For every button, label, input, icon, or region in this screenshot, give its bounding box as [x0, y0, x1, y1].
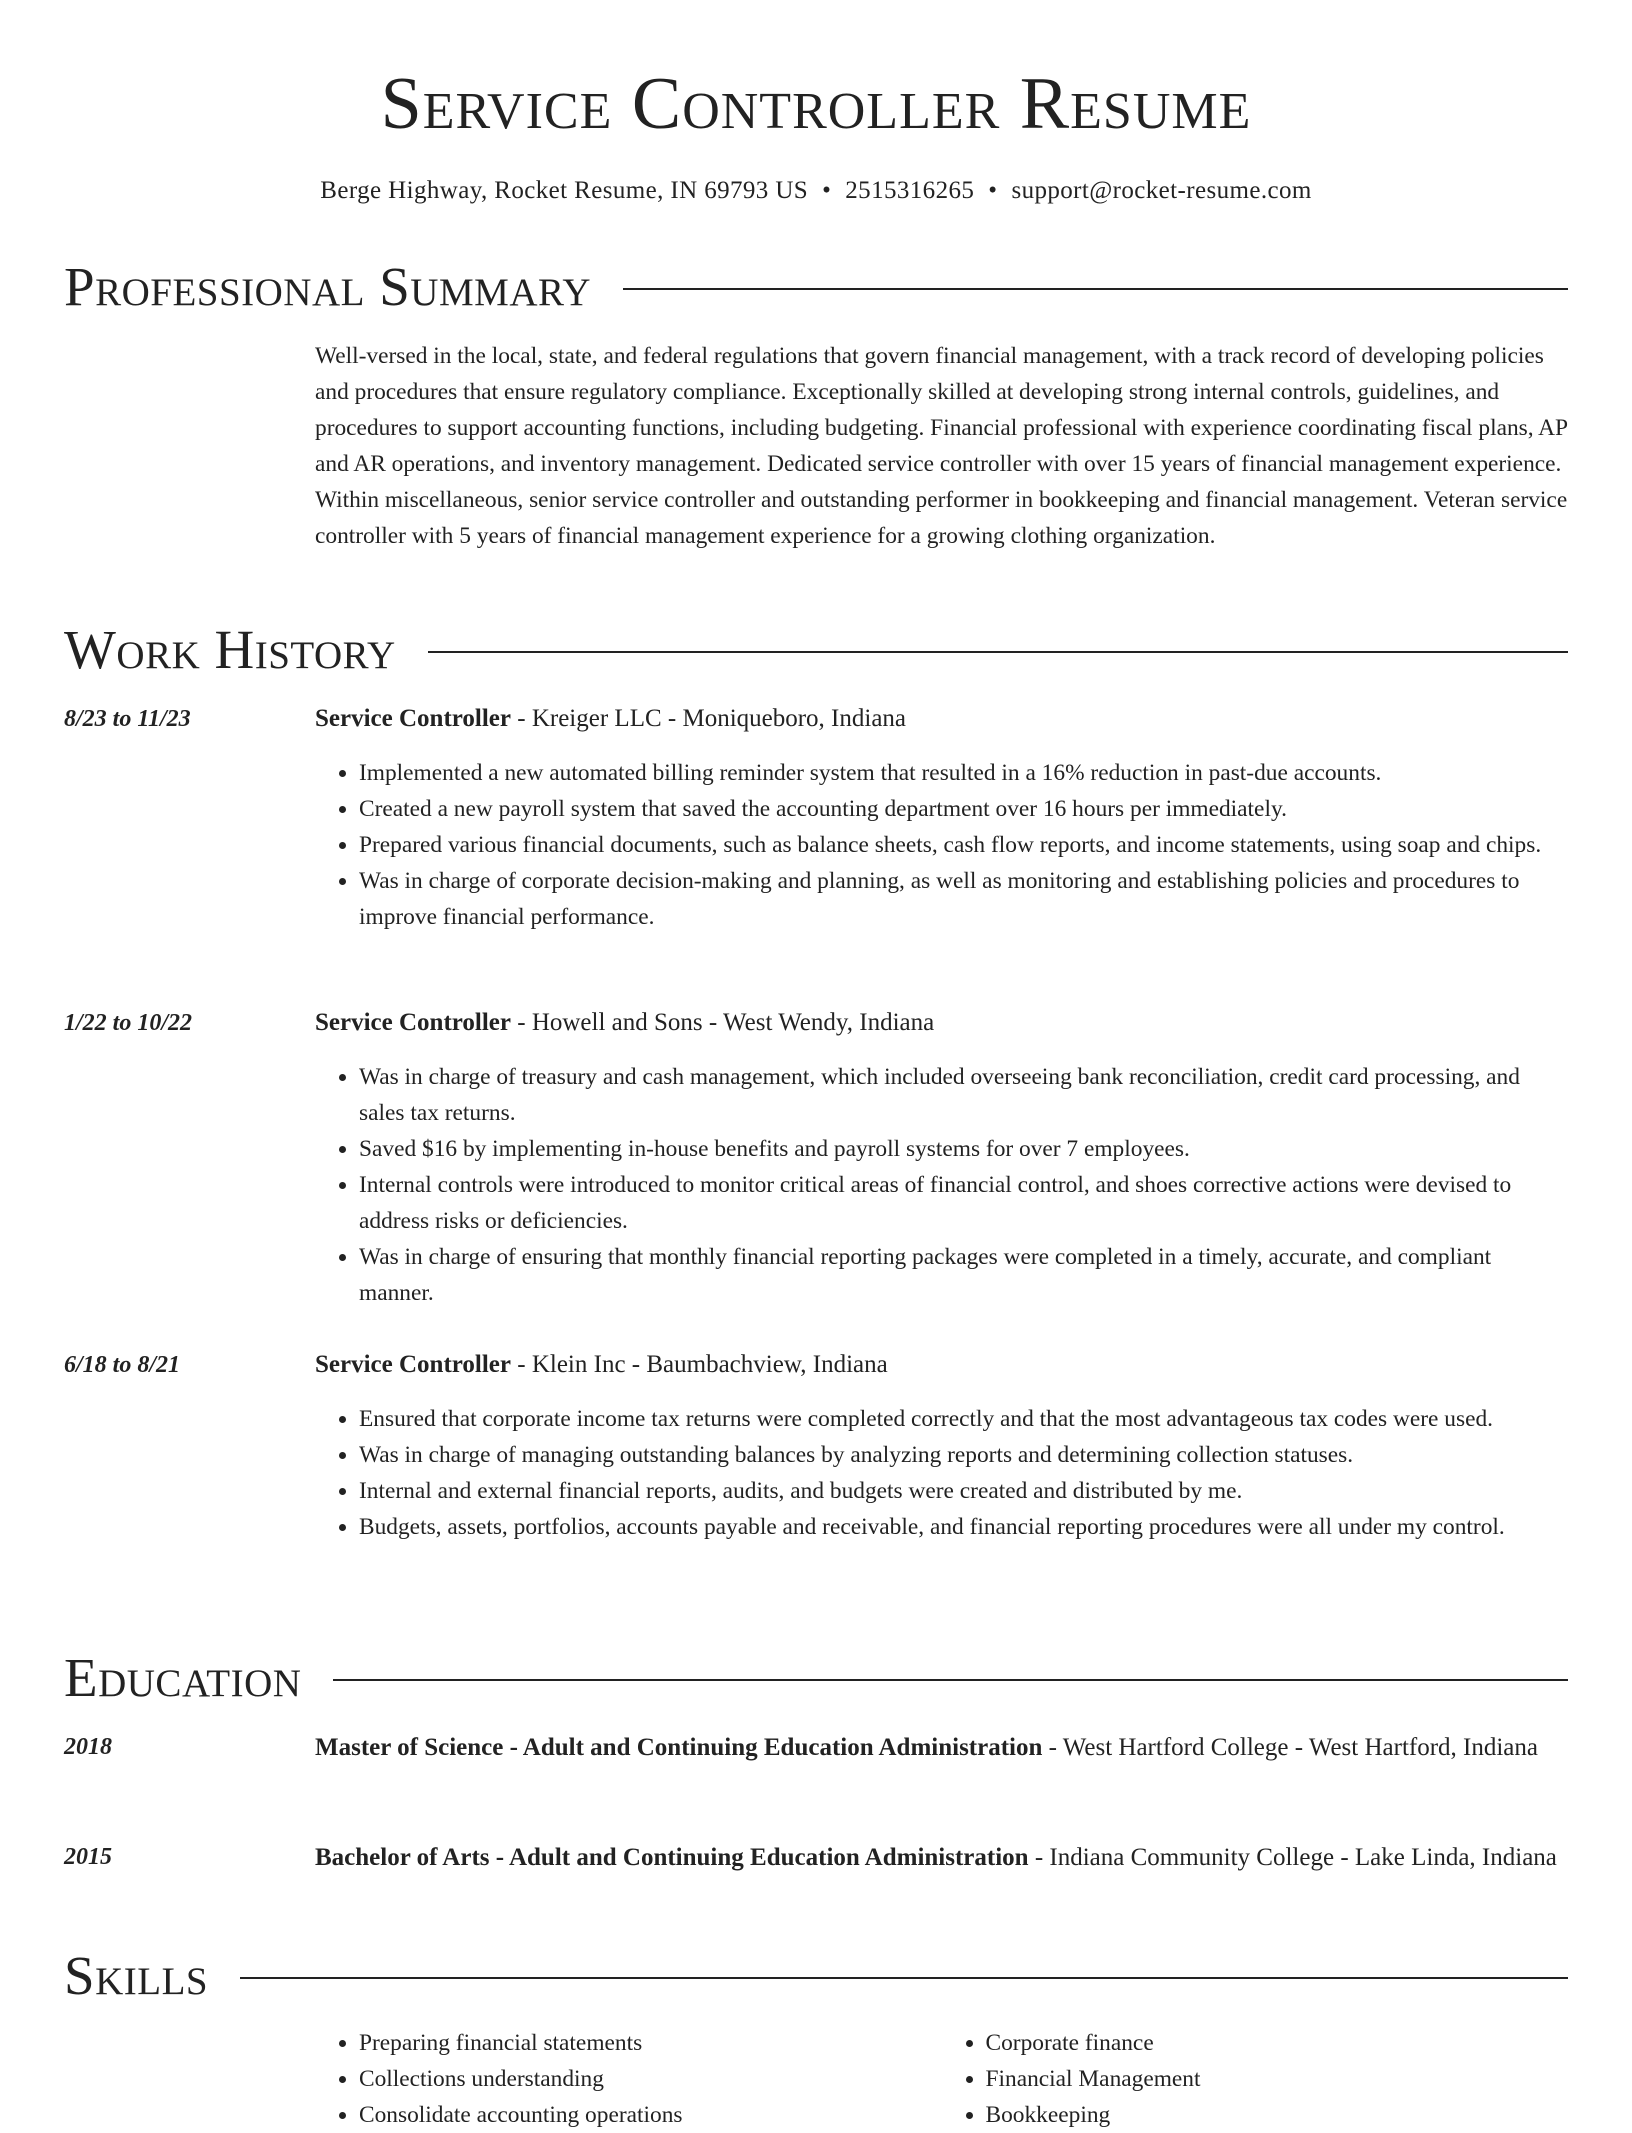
skills-column-left [315, 2025, 942, 2133]
contact-address: Berge Highway, Rocket Resume, IN 69793 US [320, 177, 809, 204]
education-year: 2015 [64, 1844, 112, 1870]
resume-page [64, 0, 1568, 2128]
list-item: • Internal controls were introduced to monitor critical areas of financial control, and shoes corrective actions were devised to address risks or deficiencies. [359, 1167, 1568, 1239]
section-title: Work History [64, 619, 396, 680]
list-item: • Created a new payroll system that saved the accounting department over 16 hours per immediately. [359, 791, 1568, 827]
list-item: • Ensured that corporate income tax returns were completed correctly and that the most advantageous tax codes were used. [359, 1401, 1568, 1437]
list-item: • Implemented a new automated billing reminder system that resulted in a 16% reduction in past-due accounts. [359, 755, 1568, 791]
education-entry [315, 1839, 1568, 1877]
job-entry [315, 1005, 1568, 1311]
summary-text: Well-versed in the local, state, and federal regulations that govern financial management, with a track record of developing policies and procedures that ensure regulatory compliance. Exceptionally skilled at developing strong internal controls, guidelines, and procedures to support accounting functions, including budgeting. Financial professional with experience coordinating fiscal plans, AP and AR operations, and inventory management. Dedicated service controller with over 15 years of financial management experience. Within miscellaneous, senior service controller and outstanding performer in bookkeeping and financial management. Veteran service controller with 5 years of financial management experience for a growing clothing organization. [315, 343, 1568, 549]
list-item: • Budgets, assets, portfolios, accounts payable and receivable, and financial reporting procedures were all under my control. [359, 1509, 1568, 1545]
section-divider [428, 651, 1568, 653]
job-details: - Kreiger LLC - Moniqueboro, Indiana [511, 705, 907, 732]
section-title: Professional Summary [64, 256, 592, 317]
job-details: - Howell and Sons - West Wendy, Indiana [511, 1009, 935, 1036]
list-item: • Was in charge of managing outstanding balances by analyzing reports and determining collection statuses. [359, 1437, 1568, 1473]
degree-title: Master of Science - Adult and Continuing Education Administration [315, 1734, 1043, 1761]
skill-item: • Financial Management [986, 2061, 1569, 2097]
degree-title: Bachelor of Arts - Adult and Continuing Education Administration [315, 1844, 1029, 1871]
job-dates: 8/23 to 11/23 [64, 706, 191, 732]
job-title: Service Controller [315, 1009, 511, 1036]
job-dates: 1/22 to 10/22 [64, 1010, 193, 1036]
skill-item: • Collections understanding [359, 2061, 942, 2097]
contact-separator: • [988, 177, 998, 204]
education-section-heading [64, 1645, 1568, 1711]
list-item: • Was in charge of treasury and cash management, which included overseeing bank reconciliation, credit card processing, and sales tax returns. [359, 1059, 1568, 1131]
job-heading [315, 701, 1568, 737]
skills-section-heading [64, 1943, 1568, 2009]
summary-section-heading [64, 254, 1568, 320]
job-bullets [315, 1401, 1568, 1545]
section-divider [623, 288, 1568, 290]
list-item: • Was in charge of ensuring that monthly financial reporting packages were completed in a timely, accurate, and compliant manner. [359, 1239, 1568, 1311]
job-dates: 6/18 to 8/21 [64, 1352, 181, 1378]
contact-phone: 2515316265 [845, 177, 975, 204]
section-divider [333, 1679, 1568, 1681]
job-title: Service Controller [315, 1351, 511, 1378]
contact-email: support@rocket-resume.com [1011, 177, 1312, 204]
job-bullets [315, 755, 1568, 935]
resume-title: Service Controller Resume [380, 63, 1252, 145]
skills-column-right [942, 2025, 1569, 2133]
contact-separator: • [822, 177, 832, 204]
education-details: - West Hartford College - West Hartford, Indiana [1042, 1734, 1538, 1761]
job-entry [315, 701, 1568, 935]
section-title: Education [64, 1647, 302, 1708]
section-title: Skills [64, 1945, 209, 2006]
job-title: Service Controller [315, 705, 511, 732]
job-heading [315, 1347, 1568, 1383]
skills-list [315, 2025, 1568, 2133]
list-item: • Was in charge of corporate decision-making and planning, as well as monitoring and establishing policies and procedures to improve financial performance. [359, 863, 1568, 935]
contact-line [64, 174, 1568, 208]
skill-item: • Preparing financial statements [359, 2025, 942, 2061]
list-item: • Internal and external financial reports, audits, and budgets were created and distributed by me. [359, 1473, 1568, 1509]
education-entry [315, 1729, 1568, 1767]
list-item: • Prepared various financial documents, such as balance sheets, cash flow reports, and income statements, using soap and chips. [359, 827, 1568, 863]
education-year: 2018 [64, 1734, 112, 1760]
work-history-section-heading [64, 617, 1568, 683]
job-bullets [315, 1059, 1568, 1311]
job-details: - Klein Inc - Baumbachview, Indiana [511, 1351, 888, 1378]
education-details: - Indiana Community College - Lake Linda, Indiana [1028, 1844, 1557, 1871]
list-item: • Saved $16 by implementing in-house benefits and payroll systems for over 7 employees. [359, 1131, 1568, 1167]
section-divider [240, 1977, 1568, 1979]
job-entry [315, 1347, 1568, 1545]
job-heading [315, 1005, 1568, 1041]
skill-item: • Bookkeeping [986, 2097, 1569, 2133]
skill-item: • Corporate finance [986, 2025, 1569, 2061]
skill-item: • Consolidate accounting operations [359, 2097, 942, 2133]
